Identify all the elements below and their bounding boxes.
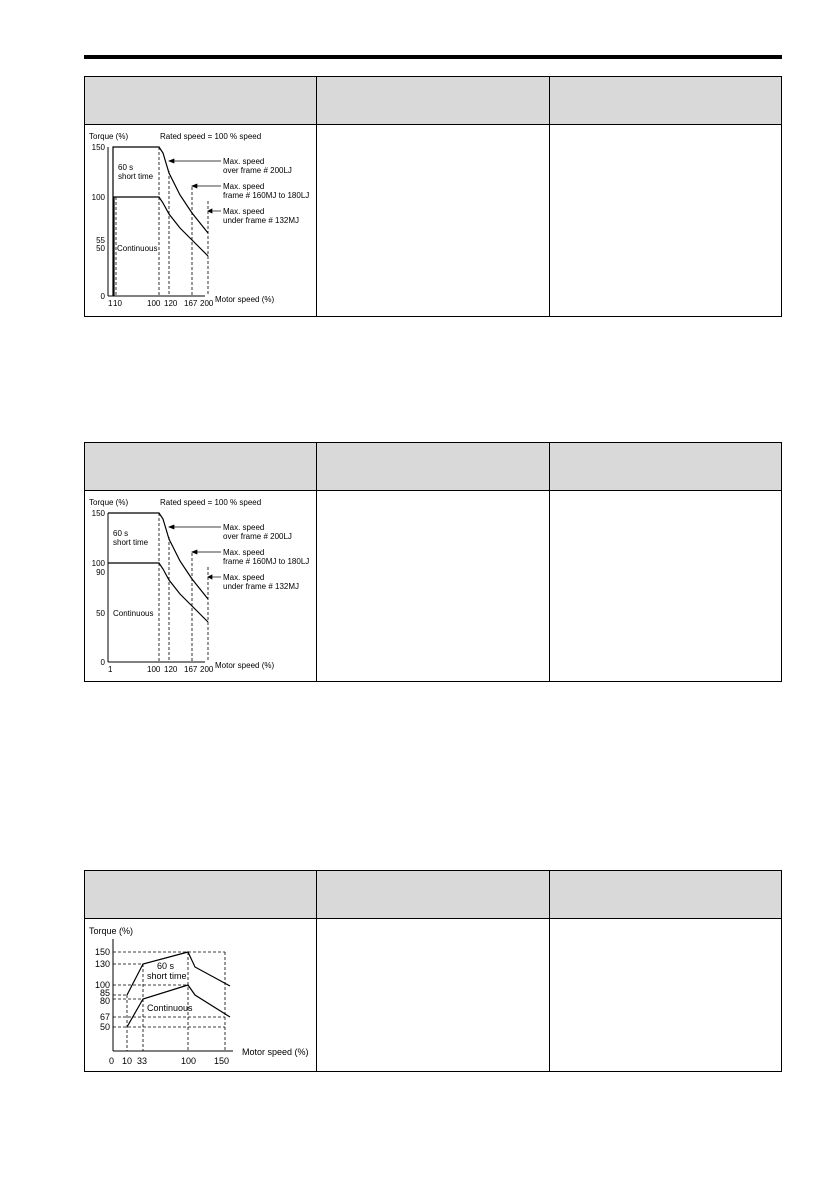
x-axis-label: Motor speed (%) (215, 661, 275, 670)
y-tick: 100 (91, 193, 105, 202)
table-cell (550, 491, 781, 682)
table-cell (317, 125, 550, 317)
header-cell (85, 871, 317, 918)
max-speed-note: Max. speed (223, 157, 265, 166)
chart-cell (85, 491, 317, 682)
max-speed-note: Max. speed (223, 207, 265, 216)
max-speed-note: over frame # 200LJ (223, 166, 292, 175)
y-tick: 0 (100, 658, 105, 667)
x-tick: 10 (122, 1056, 133, 1066)
chart-cell (85, 125, 317, 317)
table-body (85, 919, 781, 1072)
header-cell (550, 871, 781, 918)
header-cell (317, 871, 550, 918)
y-tick: 85 (99, 988, 110, 998)
torque-table-3 (84, 870, 782, 1072)
y-tick: 150 (94, 947, 110, 957)
y-tick: 80 (99, 996, 110, 1006)
short-time-label: 60 s (113, 529, 129, 538)
short-time-label: short time (113, 538, 149, 547)
x-tick: 0 (109, 1056, 115, 1066)
table-header (85, 871, 781, 919)
header-cell (85, 77, 317, 124)
table-cell (317, 919, 550, 1072)
y-axis-label: Torque (%) (89, 498, 129, 507)
header-cell (550, 77, 781, 124)
x-tick: 100 (181, 1056, 197, 1066)
max-speed-note: Max. speed (223, 548, 265, 557)
x-tick: 1 (108, 299, 113, 308)
y-tick: 50 (96, 244, 105, 253)
y-tick: 130 (94, 959, 110, 969)
x-tick: 120 (164, 665, 178, 674)
header-cell (550, 443, 781, 490)
continuous-label: Continuous (117, 244, 158, 253)
table-header (85, 443, 781, 491)
x-tick: 1 (108, 665, 113, 674)
y-tick: 100 (91, 559, 105, 568)
y-tick: 150 (91, 509, 105, 518)
rated-speed-note: Rated speed = 100 % speed (160, 132, 262, 141)
header-cell (317, 443, 550, 490)
x-tick: 200 (200, 665, 214, 674)
max-speed-note: Max. speed (223, 182, 265, 191)
continuous-label: Continuous (147, 1003, 193, 1013)
y-axis-label: Torque (%) (89, 132, 129, 141)
x-tick: 10 (113, 299, 122, 308)
table-header (85, 77, 781, 125)
max-speed-note: frame # 160MJ to 180LJ (223, 557, 310, 566)
table-cell (550, 125, 781, 317)
x-tick: 120 (164, 299, 178, 308)
y-tick: 50 (96, 609, 105, 618)
series-short-time (108, 513, 208, 599)
max-speed-note: Max. speed (223, 573, 265, 582)
header-cell (317, 77, 550, 124)
x-tick: 100 (147, 299, 161, 308)
torque-chart-2 (85, 491, 316, 681)
x-tick: 167 (184, 299, 198, 308)
x-tick: 200 (200, 299, 214, 308)
torque-chart-3 (85, 919, 316, 1071)
x-axis-label: Motor speed (%) (242, 1047, 309, 1057)
chart-cell (85, 919, 317, 1072)
table-cell (550, 919, 781, 1072)
continuous-label: Continuous (113, 609, 154, 618)
y-tick: 55 (96, 236, 105, 245)
table-cell (317, 491, 550, 682)
max-speed-note: Max. speed (223, 523, 265, 532)
short-time-label: 60 s (157, 961, 175, 971)
x-tick: 100 (147, 665, 161, 674)
rated-speed-note: Rated speed = 100 % speed (160, 498, 262, 507)
header-cell (85, 443, 317, 490)
y-tick: 90 (96, 568, 105, 577)
y-axis-label: Torque (%) (89, 926, 134, 936)
x-tick: 150 (214, 1056, 230, 1066)
short-time-label: 60 s (118, 163, 134, 172)
max-speed-note: frame # 160MJ to 180LJ (223, 191, 310, 200)
table-body (85, 491, 781, 682)
y-tick: 100 (94, 980, 110, 990)
y-tick: 50 (99, 1022, 110, 1032)
y-tick: 0 (100, 292, 105, 301)
x-tick: 33 (137, 1056, 148, 1066)
short-time-label: short time (118, 172, 154, 181)
torque-chart-1 (85, 125, 316, 316)
short-time-label: short time (147, 971, 187, 981)
x-tick: 167 (184, 665, 198, 674)
torque-table-1 (84, 76, 782, 317)
top-rule (84, 55, 782, 59)
max-speed-note: under frame # 132MJ (223, 216, 300, 225)
y-tick: 150 (91, 143, 105, 152)
max-speed-note: under frame # 132MJ (223, 582, 300, 591)
max-speed-note: over frame # 200LJ (223, 532, 292, 541)
x-axis-label: Motor speed (%) (215, 295, 275, 304)
y-tick: 67 (99, 1012, 110, 1022)
table-body (85, 125, 781, 317)
torque-table-2 (84, 442, 782, 682)
